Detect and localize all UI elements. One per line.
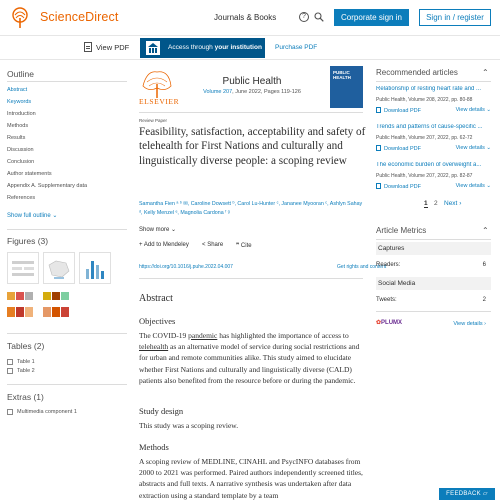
author-list[interactable]: Samantha Fien ᵃ ᵇ ✉, Caroline Dowsett ᵇ, Carol Lu-Hunter ᶜ, Jananee Myooran ᶜ, Ashlyn Sahay ᵈ, Kelly Menzel ᵉ, Magnolia Cardona ᶠ ᵍ [139,201,363,216]
outline-item-keywords[interactable]: Keywords [7,99,32,105]
divider [376,239,491,240]
cover-line: PUBLIC [333,70,350,75]
chevron-down-icon: ⌄ [52,213,58,219]
study-design-heading: Study design [139,406,184,416]
tile [43,307,51,317]
outline-item-results[interactable]: Results [7,135,26,141]
social-media-heading: Social Media [378,280,416,287]
figure-thumbnail-3[interactable] [79,252,111,284]
tile [16,292,24,300]
chevron-down-icon: ⌄ [486,183,491,189]
next-label: Next [444,200,458,207]
chevron-down-icon: ⌄ [171,227,177,233]
help-icon[interactable]: ? [299,12,309,22]
pdf-icon [376,107,381,113]
view-details-link[interactable] [456,145,491,151]
plumx-flower-icon: ✿ [376,320,382,326]
tweets-value: 2 [482,297,486,303]
journal-volume-info [182,89,322,95]
download-pdf-link[interactable] [376,107,421,114]
readers-label: Readers: [376,262,401,268]
access-prefix: Access through [168,44,215,51]
objectives-heading: Objectives [139,316,176,326]
tile [25,307,33,317]
captures-heading: Captures [378,245,405,252]
tile [61,292,69,300]
journal-title-link[interactable]: Public Health [222,76,282,87]
view-pdf-button[interactable]: View PDF [96,43,130,52]
purchase-pdf-link[interactable]: Purchase PDF [275,44,318,51]
figure-thumbnail-1[interactable] [7,252,39,284]
chevron-right-icon: › [484,321,486,327]
show-more-label: Show more [139,227,170,233]
tile [7,292,15,300]
chevron-right-icon: › [459,200,462,207]
outline-item-methods[interactable]: Methods [7,123,29,129]
text: The COVID-19 [139,331,189,340]
chevron-up-icon[interactable]: ⌃ [482,226,489,235]
divider [376,311,491,312]
publisher-wordmark[interactable]: ELSEVIER [139,97,180,106]
page-1[interactable]: 1 [424,200,428,207]
download-pdf-label: Download PDF [384,146,421,152]
page-2[interactable]: 2 [434,200,438,207]
tables-heading: Tables (2) [7,341,45,351]
plumx-wordmark: PLUMX [381,320,403,326]
feedback-button[interactable] [439,488,495,500]
recommended-article-title-2[interactable]: Trends and patterns of cause-specific ... [376,124,483,130]
tweets-label: Tweets: [376,297,397,303]
view-details-label: View details [453,321,483,327]
view-details-label: View details [455,183,485,189]
document-icon [7,409,13,415]
figure-thumbnail-2[interactable] [43,252,75,284]
extras-heading: Extras (1) [7,392,44,402]
outline-item-discussion[interactable]: Discussion [7,147,34,153]
view-details-link[interactable] [456,107,491,113]
tile [7,307,15,317]
share-label: Share [207,242,224,248]
share-button[interactable] [202,242,223,248]
download-pdf-link[interactable] [376,183,421,190]
top-header [0,0,500,36]
show-more-button[interactable] [139,226,176,233]
bar-chart-thumb-icon [80,253,110,283]
tile [43,292,51,300]
objectives-paragraph [139,330,367,386]
pandemic-term-link[interactable]: pandemic [188,331,218,340]
divider [7,384,127,385]
add-to-mendeley-label: Add to Mendeley [143,242,189,248]
study-design-paragraph: This study was a scoping review. [139,421,239,430]
elsevier-tree-logo-icon[interactable] [8,6,32,30]
share-icon: < [202,242,206,248]
divider [139,112,363,113]
download-pdf-label: Download PDF [384,184,421,190]
tile [52,307,60,317]
table-link-1[interactable]: Table 1 [17,359,35,365]
text: has highlighted the importance of access to [217,331,349,340]
journals-books-link[interactable]: Journals & Books [214,13,277,22]
readers-value: 6 [482,262,486,268]
institution-icon [146,41,160,55]
cover-title [333,70,351,80]
outline-item-introduction[interactable]: Introduction [7,111,36,117]
search-icon[interactable] [314,12,324,22]
outline-heading: Outline [7,69,34,79]
cite-label: Cite [240,243,252,249]
recommended-article-meta-2: Public Health, Volume 207, 2022, pp. 62-72 [376,135,473,141]
quote-icon: ❞ [236,243,240,249]
methods-heading: Methods [139,442,169,452]
article-metrics-heading: Article Metrics [376,226,427,235]
corporate-signin-button[interactable]: Corporate sign in [334,9,409,26]
table-icon [7,368,13,374]
extras-link-1[interactable]: Multimedia component 1 [17,409,77,415]
tile [16,307,24,317]
view-details-label: View details [455,107,485,113]
divider [7,229,127,230]
chevron-up-icon[interactable]: ⌃ [482,68,489,77]
text: as an alternative model of service during social restrictions and for urban and remote communities alike. This study aimed to elucidate whether First Nations and culturally and linguistically diverse (CALD) patients also benefited from the resource before or during the pandemic. [139,342,360,385]
add-to-mendeley-button[interactable] [139,242,189,248]
article-title: Feasibility, satisfaction, acceptability and safety of telehealth for First Nations and culturally and linguistically diverse people: a scoping review [139,126,366,167]
article-type-label: Review Paper [139,118,168,123]
download-pdf-link[interactable] [376,145,421,152]
sciencedirect-logo-text[interactable]: ScienceDirect [40,10,119,24]
show-full-outline-label: Show full outline [7,213,51,219]
recommended-article-title-1[interactable]: Relationship of resting heart rate and ... [376,86,482,92]
telehealth-term-link[interactable]: telehealth [139,342,169,352]
chevron-down-icon: ⌄ [486,145,491,151]
tile [25,292,33,300]
divider [376,81,491,82]
recommended-article-title-3[interactable]: The economic burden of overweight a... [376,162,482,168]
access-bold: your institution [214,44,262,51]
methods-paragraph: A scoping review of MEDLINE, CINAHL and PsycINFO databases from 2000 to 2021 was performed. Paired authors independently screened titles, abstracts and full texts. A narrative synthesis was undertaken after data extraction using a standard template by a team [139,457,363,500]
volume-link[interactable]: Volume 207 [203,89,233,95]
table-icon [7,359,13,365]
cite-button[interactable] [236,242,252,249]
flowchart-thumb-icon [8,253,38,283]
feedback-label: FEEDBACK [446,491,481,497]
figures-heading: Figures (3) [7,236,49,246]
recommended-article-meta-3: Public Health, Volume 207, 2022, pp. 82-87 [376,173,473,179]
table-link-2[interactable]: Table 2 [17,368,35,374]
cover-line: HEALTH [333,75,351,80]
pdf-icon[interactable] [84,42,92,52]
pdf-icon [376,183,381,189]
download-pdf-label: Download PDF [384,108,421,114]
doi-link[interactable]: https://doi.org/10.1016/j.puhe.2022.04.007 [139,264,233,270]
divider [7,81,127,82]
divider [7,333,127,334]
rights-link[interactable]: Get rights and content [337,264,387,270]
plumx-logo[interactable] [376,319,402,326]
divider [139,278,363,279]
outline-item-author-statements[interactable]: Author statements [7,171,52,177]
next-page-button[interactable] [444,200,461,207]
map-thumb-icon [44,253,74,283]
tile [52,292,60,300]
recommended-heading: Recommended articles [376,68,458,77]
chat-bubble-icon: ▱ [482,491,488,497]
figure-grid-thumbnail[interactable] [43,292,75,324]
outline-item-references[interactable]: References [7,195,36,201]
tile [61,307,69,317]
chevron-down-icon: ⌄ [486,107,491,113]
show-full-outline-button[interactable] [7,212,57,219]
metrics-view-details-link[interactable] [453,321,486,327]
outline-item-abstract[interactable]: Abstract [7,87,28,93]
view-details-link[interactable] [456,183,491,189]
view-details-label: View details [455,145,485,151]
signin-register-button[interactable]: Sign in / register [419,9,491,26]
volume-pages: , June 2022, Pages 119-126 [232,89,301,95]
abstract-heading: Abstract [139,293,173,304]
outline-item-appendix[interactable]: Appendix A. Supplementary data [7,183,88,189]
recommended-article-meta-1: Public Health, Volume 208, 2022, pp. 80-88 [376,97,473,103]
plus-icon: + [139,242,143,248]
outline-item-conclusion[interactable]: Conclusion [7,159,35,165]
figure-grid-thumbnail[interactable] [7,292,39,324]
access-institution-label[interactable] [168,44,262,51]
pdf-icon [376,145,381,151]
